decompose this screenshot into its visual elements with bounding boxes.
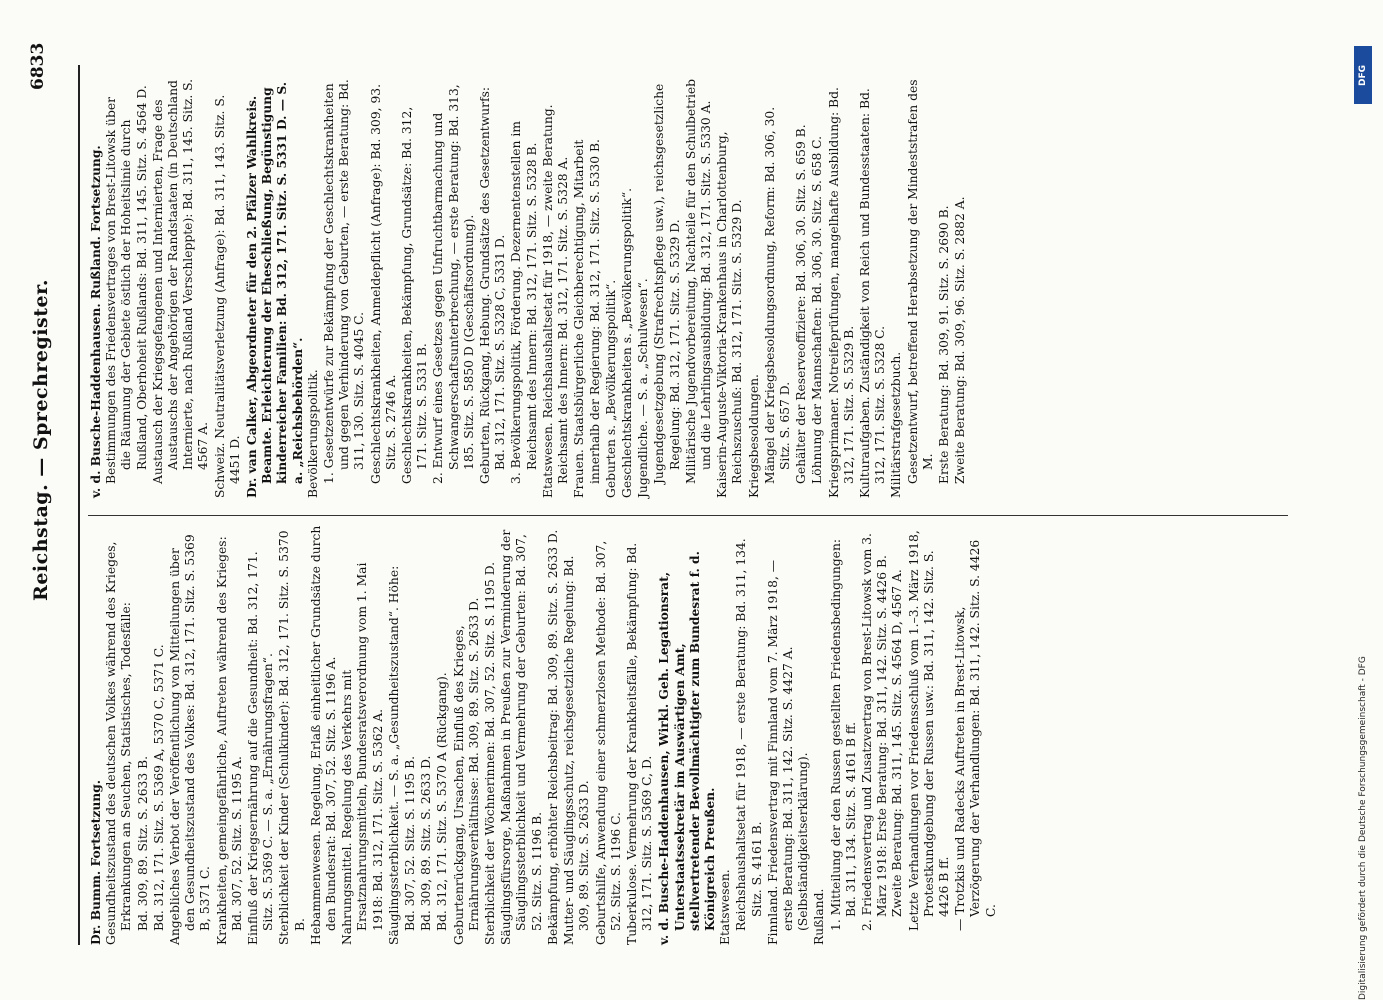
- index-entry: Geschlechtskrankheiten s. „Bevölkerungspolitik“.: [619, 187, 634, 498]
- index-entry: Erste Beratung: Bd. 309, 91. Sitz. S. 2690 B.: [936, 205, 951, 484]
- index-entry: Kriegsprimaner. Notreifeprüfungen, mangelhafte Ausbildung: Bd. 312, 171. Sitz. S. 5329 B.: [826, 87, 856, 498]
- index-entry: Angebliches Verbot der Veröffentlichung von Mitteilungen über den Gesundheitszustand des Volkes: Bd. 312, 171. Sitz. S. 5369 B, 5371 C.: [168, 534, 213, 945]
- index-entry: Mängel der Kriegsbesoldungsordnung, Reform: Bd. 306, 30. Sitz. S. 657 D.: [762, 106, 792, 484]
- index-entry: Einfluß der Kriegsernährung auf die Gesundheit: Bd. 312, 171. Sitz. S. 5369 C. — S. a. „Ernährungsfragen“.: [246, 551, 276, 945]
- header-rule: [78, 65, 80, 945]
- dfg-logo-icon: DFG: [1354, 46, 1372, 104]
- index-entry: 2. Entwurf eines Gesetzes gegen Unfruchtbarmachung und Schwangerschaftsunterbrechung, — erste Beratung: Bd. 313, 185. Sitz. S. 5850 D (Geschäftsordnung).: [431, 84, 476, 484]
- index-entry: Tuberkulose. Vermehrung der Krankheitsfälle, Bekämpfung: Bd. 312, 171. Sitz. S. 5369 C, D.: [624, 542, 655, 945]
- index-entry: Etatswesen.: [718, 869, 733, 945]
- index-entry: Bekämpfung, erhöhter Reichsbeitrag: Bd. 309, 89. Sitz. S. 2633 D.: [545, 529, 560, 945]
- index-entry: Geschlechtskrankheiten, Anmeldepflicht (Anfrage): Bd. 309, 93. Sitz. S. 2746 A.: [368, 83, 398, 484]
- index-entry: Dr. van Calker, Abgeordneter für den 2. Pfälzer Wahlkreis. Beamte. Erleichterung der Eheschließung, Begünstigung kinderreicher Familien: Bd. 312, 171. Sitz. S. 5331 D. — S. a. „Reichsbehörden“.: [244, 81, 305, 498]
- index-entry: Bd. 309, 89. Sitz. S. 2633 D.: [419, 755, 434, 931]
- index-entry: Geschlechtskrankheiten, Bekämpfung, Grundsätze: Bd. 312, 171. Sitz. S. 5331 B.: [400, 106, 430, 484]
- index-entry: Bevölkerungspolitik.: [305, 369, 320, 498]
- index-entry: Gehälter der Reserveoffiziere: Bd. 306, 30. Sitz. S. 659 B.: [794, 124, 809, 484]
- index-entry: Militärstrafgesetzbuch.: [889, 351, 904, 498]
- index-entry: Jugendgesetzgebung (Strafrechtspflege usw.), reichsgesetzliche Regelung: Bd. 312, 171. Sitz. S. 5329 D.: [652, 83, 682, 484]
- index-entry: Geburten s. „Bevölkerungspolitik“.: [603, 279, 618, 498]
- index-entry: Geburtshilfe, Anwendung einer schmerzlosen Methode: Bd. 307, 52. Sitz. S. 1196 C.: [593, 540, 623, 945]
- index-entry: Gesundheitszustand des deutschen Volkes während des Krieges, Erkrankungen an Seuchen, Statistisches, Todesfälle:: [104, 541, 134, 945]
- index-entry: Zweite Beratung: Bd. 309, 96. Sitz. S. 2882 A.: [953, 196, 968, 484]
- index-entry: Hebammenwesen. Regelung, Erlaß einheitlicher Grundsätze durch den Bundesrat: Bd. 307, 52. Sitz. S. 1196 A.: [308, 525, 339, 945]
- page-number: 6833: [28, 42, 48, 90]
- index-entry: Bd. 312, 171. Sitz. S. 5370 A (Rückgang).: [435, 672, 450, 931]
- index-entry: Gesetzentwurf, betreffend Herabsetzung der Mindeststrafen des M.: [905, 79, 935, 484]
- index-entry: Austausch der Kriegsgefangenen und Internierten, Frage des Austauschs der Angehörigen der Randstaaten (in Deutschland Internierte, nach Rußland Verschleppte): Bd. 311, 145. Sitz. S. 4567 A.: [150, 78, 211, 484]
- column-divider: [88, 515, 1288, 516]
- index-entry: Kulturaufgaben. Zuständigkeit von Reich und Bundesstaaten: Bd. 312, 171. Sitz. S. 5328 C.: [857, 88, 888, 498]
- index-entry: Bd. 312, 171. Sitz. S. 5369 A, 5370 C, 5371 C.: [151, 644, 166, 931]
- index-entry: — Trotzkis und Radecks Auftreten in Brest-Litowsk, Verzögerung der Verhandlungen: Bd. 311, 142. Sitz. S. 4426 C.: [953, 539, 998, 931]
- index-entry: Schweiz. Neutralitätsverletzung (Anfrage): Bd. 311, 143. Sitz. S. 4451 D.: [212, 94, 242, 498]
- index-entry: v. d. Busche-Haddenhausen, Wirkl. Geh. Legationsrat, Unterstaatssekretär im Auswärtigen Amt, stellvertretender Bevollmächtigter zum Bundesrat f. d. Königreich Preußen.: [656, 551, 717, 945]
- index-entry: Sterblichkeit der Wöchnerinnen: Bd. 307, 52. Sitz. S. 1195 D.: [483, 561, 498, 945]
- index-entry: Bd. 307, 52. Sitz. S. 1195 B.: [403, 755, 418, 931]
- index-entry: 1. Mitteilung der den Russen gestellten Friedensbedingungen: Bd. 311, 134. Sitz. S. 4161 B ff.: [828, 538, 858, 931]
- index-entry: Dr. Bumm. Fortsetzung.: [88, 779, 103, 945]
- index-entry: Militärische Jugendvorbereitung, Nachteile für den Schulbetrieb und die Lehrlingsausbildung: Bd. 312, 171. Sitz. S. 5330 A.: [683, 78, 713, 484]
- index-entry: Bd. 309, 89. Sitz. S. 2633 B.: [135, 755, 150, 931]
- index-entry: Sterblichkeit der Kinder (Schulkinder): Bd. 312, 171. Sitz. S. 5370 B.: [277, 530, 307, 945]
- right-column: [88, 78, 1288, 498]
- index-entry: Geburten, Rückgang, Hebung. Grundsätze des Gesetzentwurfs: Bd. 312, 171. Sitz. S. 5328 C, 5331 D.: [478, 86, 508, 484]
- index-entry: Nahrungsmittel. Regelung des Verkehrs mit Ersatznahrungsmitteln, Bundesratsverordnung vom 1. Mai 1918: Bd. 312, 171. Sitz. S. 5362 A.: [340, 562, 385, 945]
- index-entry: 3. Bevölkerungspolitik, Förderung. Dezernentenstellen im Reichsamt des Innern: Bd. 312, 171. Sitz. S. 5328 B.: [509, 121, 539, 484]
- digitization-margin: [1340, 40, 1380, 1000]
- index-entry: 2. Friedensvertrag und Zusatzvertrag von Brest-Litowsk vom 3. März 1918: Erste Beratung: Bd. 311, 142. Sitz. S. 4426 B. Zweite Beratung: Bd. 311, 145. Sitz. S. 4564 D, 4567 A.: [859, 533, 905, 931]
- index-entry: Geburtenrückgang, Ursachen, Einfluß des Krieges, Ernährungsverhältnisse: Bd. 309, 89. Sitz. S. 2633 D.: [451, 597, 481, 945]
- index-entry: v. d. Busche-Haddenhausen. Rußland. Fortsetzung.: [88, 145, 103, 498]
- index-entry: Säuglingsfürsorge, Maßnahmen in Preußen zur Verminderung der Säuglingssterblichkeit und Vermehrung der Geburten: Bd. 307, 52. Sitz. S. 1196 B.: [499, 529, 544, 945]
- index-entry: Krankheiten, gemeingefährliche, Auftreten während des Krieges: Bd. 307, 52. Sitz. S. 1195 A.: [214, 536, 244, 945]
- digitization-note: Digitalisierung gefördert durch die Deutsche Forschungsgemeinschaft - DFG: [1358, 656, 1368, 1000]
- index-entry: Reichshaushaltsetat für 1918, — erste Beratung: Bd. 311, 134. Sitz. S. 4161 B.: [734, 538, 764, 931]
- index-entry: Finnland. Friedensvertrag mit Finnland vom 7. März 1918, — erste Beratung: Bd. 311, 142. Sitz. S. 4427 A. (Selbständigkeitserklärung).: [765, 559, 811, 945]
- index-entry: 1. Gesetzentwürfe zur Bekämpfung der Geschlechtskrankheiten und gegen Verhinderung von Geburten, — erste Beratung: Bd. 311, 130. Sitz. S. 4045 C.: [322, 79, 367, 484]
- index-entry: Kriegsbesoldungen.: [746, 374, 761, 498]
- index-entry: Letzte Verhandlungen vor Friedensschluß vom 1.–3. März 1918, Protestkundgebung der Russen usw.: Bd. 311, 142. Sitz. S. 4426 B ff.: [906, 530, 951, 931]
- index-entry: Säuglingssterblichkeit. — S. a. „Gesundheitszustand“. Höhe:: [386, 565, 401, 945]
- index-entry: Bestimmungen des Friedensvertrages von Brest-Litowsk über die Räumung der Gebiete östlich der Hoheitslinie durch Rußland, Oberhoheit Rußlands: Bd. 311, 145. Sitz. S. 4564 D.: [104, 85, 149, 484]
- index-entry: Jugendliche. — S. a. „Schulwesen“.: [636, 278, 651, 498]
- index-entry: Frauen. Staatsbürgerliche Gleichberechtigung, Mitarbeit innerhalb der Regierung: Bd. 312, 171. Sitz. S. 5330 B.: [572, 139, 602, 498]
- left-column: [88, 525, 1288, 945]
- page-header-title: Reichstag. — Sprechregister.: [30, 279, 52, 601]
- index-entry: Etatswesen. Reichshaushaltsetat für 1918, — zweite Beratung. Reichsamt des Innern: Bd. 312, 171. Sitz. S. 5328 A.: [540, 104, 571, 498]
- index-entry: Rußland.: [812, 888, 827, 945]
- index-entry: Kaiserin-Auguste-Viktoria-Krankenhaus in Charlottenburg, Reichszuschuß: Bd. 312, 171. Sitz. S. 5329 D.: [715, 131, 745, 498]
- index-entry: Löhnung der Mannschaften: Bd. 306, 30. Sitz. S. 658 C.: [810, 135, 825, 484]
- index-entry: Mutter- und Säuglingsschutz, reichsgesetzliche Regelung: Bd. 309, 89. Sitz. S. 2633 D.: [562, 555, 592, 945]
